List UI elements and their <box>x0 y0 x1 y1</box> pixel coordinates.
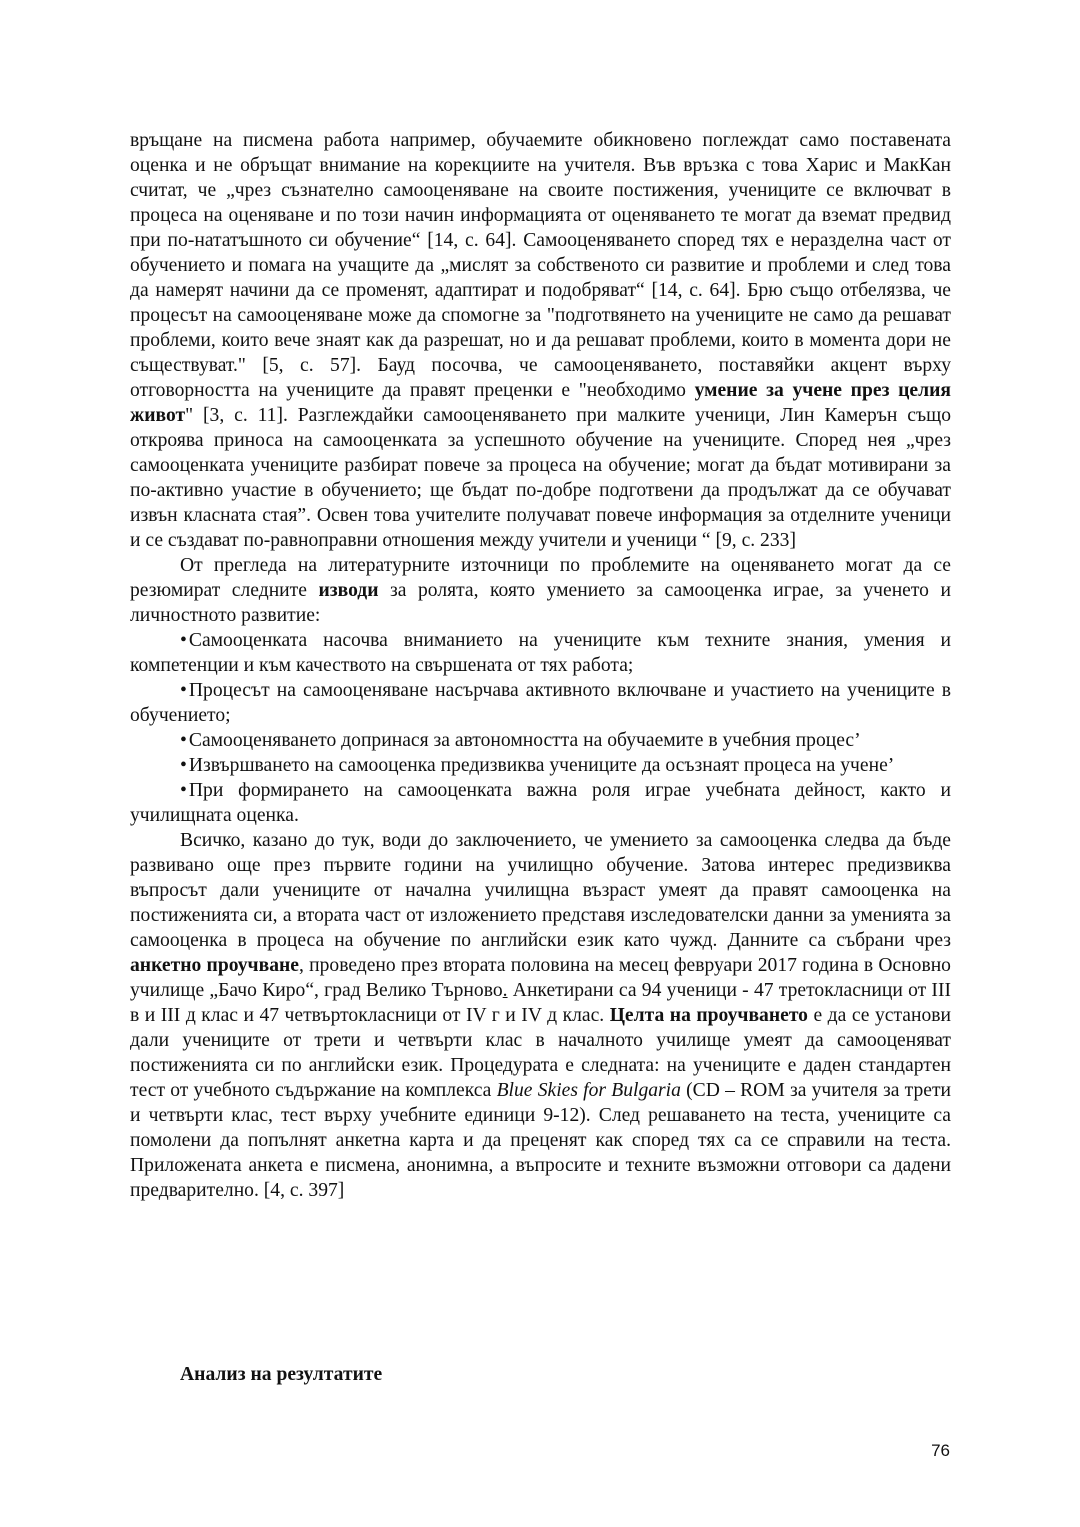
bullet-item-1 <box>130 628 951 678</box>
bullet-text: При формирането на самооценката важна роля играе учебната дейност, както и училищната оценка. <box>130 780 951 826</box>
bullet-item-4 <box>130 753 951 778</box>
bullet-icon: • <box>180 730 187 751</box>
bold-phrase: Целта на проучването <box>609 1005 808 1026</box>
text-run: за ролята, която умението за самооценка играе, за ученето и личностното развитие: <box>130 580 951 626</box>
section-heading: Анализ на резултатите <box>180 1364 383 1385</box>
text-run: (CD – ROM за учителя за трети и четвърти клас, тест върху учебните единици 9-12). След решаването на теста, учениците са помолени да попълнят анкетна карта и да преценят как според тях са се справили на теста. Приложената анкета е писмена, анонимна, а въпросите и техните възможни отговори са дадени предварително. [4, с. 397] <box>130 1080 951 1201</box>
paragraph-1 <box>130 128 951 553</box>
bullet-item-2 <box>130 678 951 728</box>
text-run: Всичко, казано до тук, води до заключението, че умението за самооценка следва да бъде развивано още през първите години на училищно обучение. Затова интерес предизвиква въпросът дали учениците от начална училищна възраст умеят да правят самооценка на постиженията си, а втората част от изложението представя изследователски данни за уменията за самооценка в процеса на обучение по английски език като чужд. Данните са събрани чрез <box>130 830 951 951</box>
text-run: Анкетирани са 94 ученици - 47 третокласници от III в и III д клас и 47 четвъртокласници от IV г и IV д клас. <box>130 980 952 1026</box>
bold-phrase: умение за учене през целия живот <box>130 380 951 426</box>
bullet-text: Самооценката насочва вниманието на учениците към техните знания, умения и компетенции и към качеството на свършената от тях работа; <box>130 630 951 676</box>
text-run: е да се установи дали учениците от трети и четвърти клас в началното училище умеят да самооценяват постиженията си по английски език. Процедурата е следната: на учениците е даден стандартен тест от учебното съдържание на комплекса <box>130 1005 951 1101</box>
bullet-text: Процесът на самооценяване насърчава активното включване и участието на учениците в обучението; <box>130 680 951 726</box>
text-run: , проведено през втората половина на месец февруари 2017 година в Основно училище „Бачо Киро“, град Велико Търново <box>130 955 951 1001</box>
bullet-text: Извършването на самооценка предизвиква учениците да осъзнаят процеса на учене’ <box>188 755 895 776</box>
text-run: " [3, с. 11]. Разглеждайки самооценяването при малките ученици, Лин Камерън също откроява приноса на самооценката за успешното обучение на учениците. Според нея „чрез самооценката учениците разбират повече за процеса на обучение; могат да бъдат мотивирани за по-активно участие в обучението; ще бъдат по-добре подготвени да продължат да се обучават извън класната стая”. Освен това учителите получават повече информация за отделните ученици и се създават по-равноправни отношения между учители и ученици “ [9, с. 233] <box>130 405 951 551</box>
bullet-icon: • <box>180 755 187 776</box>
bullet-item-5 <box>130 778 951 828</box>
paragraph-2 <box>130 553 951 628</box>
text-run: връщане на писмена работа например, обучаемите обикновено поглеждат само поставената оценка и не обръщат внимание на корекциите на учителя. Във връзка с това Харис и МакКан считат, че „чрез съзнателно самооценяване на своите постижения, учениците се включват в процеса на оценяване и по този начин информацията от оценяването те могат да вземат предвид при по-нататъшното си обучение“ [14, с. 64]. Самооценяването според тях е неразделна част от обучението и помага на учащите да „мислят за собственото си развитие и проблеми и след това да намерят начини да се променят, адаптират и подобряват“ [14, с. 64]. Брю също отбелязва, че процесът на самооценяване може да спомогне за "подготвянето на учениците не само да решават проблеми, които вече знаят как да разрешат, но и да решават проблеми, които в момента дори не съществуват." [5, с. 57]. Бауд посочва, че самооценяването, поставяйки акцент върху отговорността на учениците да правят преценки е "необходимо <box>130 130 951 401</box>
bullet-item-3 <box>130 728 951 753</box>
bullet-icon: • <box>180 630 187 651</box>
bullet-icon: • <box>180 780 187 801</box>
italic-title: Blue Skies for Bulgaria <box>496 1080 681 1101</box>
bold-phrase: изводи <box>318 580 379 601</box>
text-body <box>130 128 951 1203</box>
bullet-text: Самооценяването допринася за автономността на обучаемите в учебния процес’ <box>188 730 861 751</box>
bullet-icon: • <box>180 680 187 701</box>
paragraph-3 <box>130 828 951 1203</box>
page-number: 76 <box>931 1441 950 1460</box>
underlined-dot: . <box>502 980 508 1001</box>
bold-phrase: анкетно проучване <box>130 955 299 976</box>
text-run: От прегледа на литературните източници по проблемите на оценяването могат да се резюмират следните <box>130 555 951 601</box>
